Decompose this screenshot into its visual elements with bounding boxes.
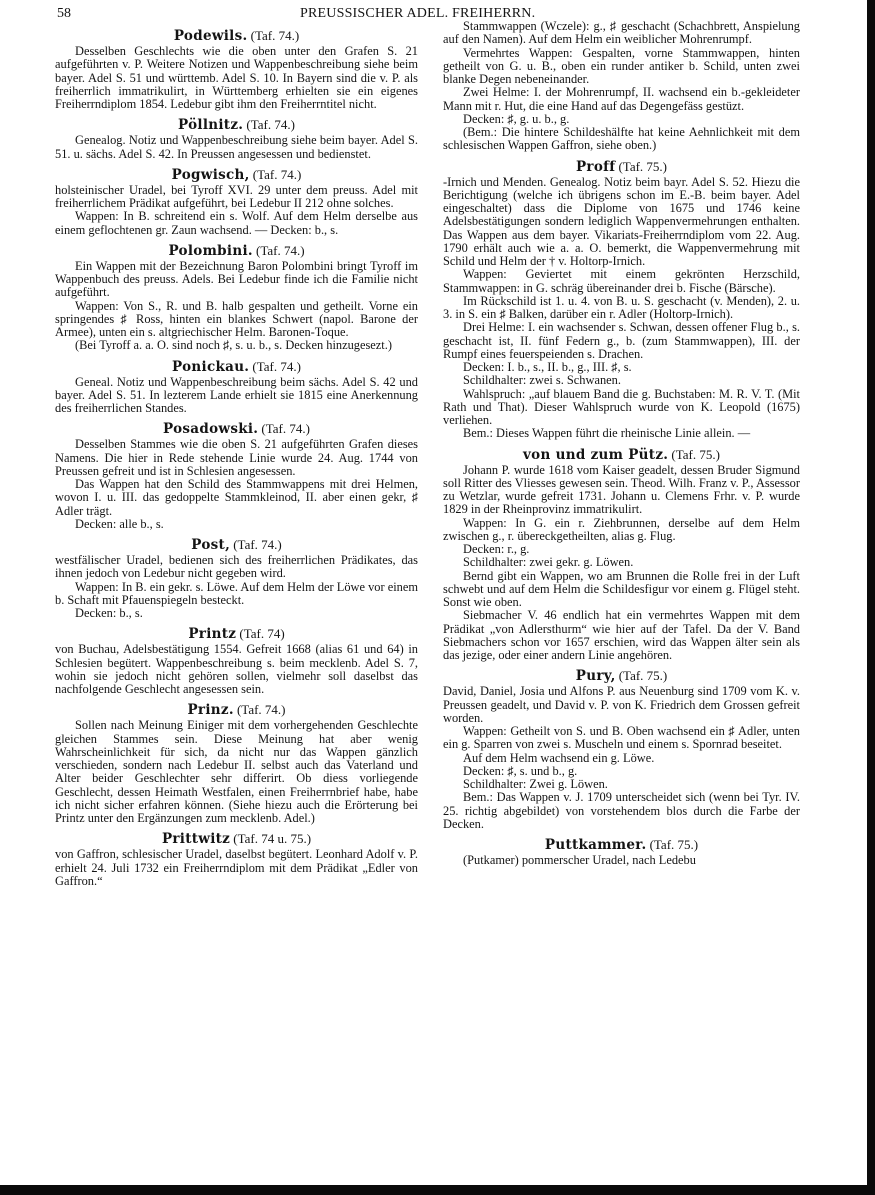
- entry-heading: [55, 28, 418, 44]
- entry-paragraph: David, Daniel, Josia und Alfons P. aus Neuenburg sind 1709 vom K. v. Preussen geadelt, und David v. P. von K. Friedrich dem Grossen gefreit worden.: [443, 684, 800, 725]
- plate-reference: (Taf. 74.): [252, 166, 302, 182]
- entry-paragraph: westfälischer Uradel, bedienen sich des freiherrlichen Prädikates, das ihnen jedoch von Ledebur nicht gegeben wird.: [55, 553, 418, 581]
- entry-paragraph: Wappen: Getheilt von S. und B. Oben wachsend ein ♯ Adler, unten ein g. Sparren von zwei s. Muscheln und einem s. Spornrad beseitet.: [443, 724, 800, 752]
- entry-heading: [55, 831, 418, 847]
- entry: [443, 668, 800, 831]
- scan-edge-right: [867, 0, 875, 1195]
- entry-paragraph: Zwei Helme: I. der Mohrenrumpf, II. wachsend ein b.-gekleideter Mann mit r. Hut, die eine Hand auf das Degengefäss gestüzt.: [443, 85, 800, 113]
- entry: [443, 159, 800, 441]
- plate-reference: (Taf. 74): [239, 626, 285, 642]
- entry-paragraph: Im Rückschild ist 1. u. 4. von B. u. S. geschacht (v. Menden), 2. u. 3. in S. ein ♯ Balken, darüber ein r. Adler (Holtorp-Irnich).: [443, 293, 800, 321]
- scan-edge-bottom: [0, 1185, 875, 1195]
- plate-reference: (Taf. 75.): [618, 158, 668, 174]
- family-name: Pury,: [575, 668, 616, 685]
- entry-paragraph: Geneal. Notiz und Wappenbeschreibung beim sächs. Adel S. 42 und bayer. Adel S. 51. In lezterem Lande erhielt sie 1815 eine Anerkennung des freiherrlichen Standes.: [55, 374, 418, 415]
- running-title: PREUSSISCHER ADEL. FREIHERRN.: [300, 6, 536, 21]
- family-name: Prittwitz: [161, 831, 231, 848]
- entry-heading: [443, 837, 800, 853]
- plate-reference: (Taf. 74.): [261, 421, 310, 437]
- entry-paragraph: Decken: ♯, g. u. b., g.: [463, 111, 570, 126]
- entry-paragraph: Desselben Geschlechts wie die oben unter den Grafen S. 21 aufgeführten v. P. Weitere Notizen und Wappenbeschreibung siehe beim bayer. Adel S. 51 und württemb. Adel S. 10. In Bayern sind die v. P. als freiherrlich immatrikulirt, in Württemberg erhielten sie ein eigenes Freiherrndiplom 1854. Ledebur gibt ihm den Freiherrntitel nicht.: [55, 44, 418, 111]
- family-name: Prinz.: [187, 702, 234, 719]
- entry-paragraph: Ein Wappen mit der Bezeichnung Baron Polombini bringt Tyroff im Wappenbuch des preuss. Adels. Bei Ledebur finde ich die Familie nicht aufgeführt.: [55, 258, 418, 300]
- entry-paragraph: holsteinischer Uradel, bei Tyroff XVI. 29 unter dem preuss. Adel mit freiherrlichem Prädikat aufgeführt, bei Ledebur II 212 ohne solches.: [55, 182, 418, 210]
- entry-heading: [55, 167, 418, 183]
- plate-reference: (Taf. 74.): [255, 242, 305, 258]
- plate-reference: (Taf. 75.): [649, 837, 699, 852]
- family-name: Pöllnitz.: [178, 117, 244, 134]
- entry-paragraph: -Irnich und Menden. Genealog. Notiz beim bayr. Adel S. 52. Hiezu die Berichtigung (welche ich übrigens schon im E.-B. beim bayer. Adel eingeschaltet) dass die Diplome von 1675 und 1746 keine Adelsbestätigungen sondern lediglich Wappenvermehrungen enthalten. Das Wappen aus dem bayer. Vikariats-Freiherrndiplom vom 22. Aug. 1790 erhält auch wie a. a. O. bemerkt, die Wappenvermehrung mit Schild und Helm der † v. Holtorp-Irnich.: [443, 174, 800, 268]
- entry: [55, 537, 418, 620]
- entry-heading: [443, 668, 800, 684]
- page-number: 58: [57, 6, 71, 21]
- entry-paragraph: Schildhalter: zwei s. Schwanen.: [463, 373, 621, 388]
- entry-heading: [55, 117, 418, 133]
- entry-paragraph: Johann P. wurde 1618 vom Kaiser geadelt, dessen Bruder Sigmund soll Ritter des Vliesses gewesen sein. Theod. Wilh. Franz v. P., Assessor zu Wetzlar, wurde gefreit 1731. Johann u. Clemens Frhr. v. P. wurde 1829 in der Rheinprovinz immatrikulirt.: [443, 462, 800, 517]
- entry-heading: [55, 421, 418, 437]
- entry: [55, 167, 418, 237]
- family-name: Posadowski.: [163, 421, 259, 438]
- entry: [55, 421, 418, 531]
- entry-paragraph: Schildhalter: zwei gekr. g. Löwen.: [463, 555, 634, 570]
- family-name: Podewils.: [173, 28, 248, 44]
- entry-paragraph: Decken: alle b., s.: [75, 516, 164, 531]
- entry-paragraph: Wappen: In B. ein gekr. s. Löwe. Auf dem Helm der Löwe vor einem b. Schaft mit Pfauenspiegeln besteckt.: [55, 579, 418, 607]
- plate-reference: (Taf. 75.): [618, 668, 668, 684]
- plate-reference: (Taf. 75.): [671, 446, 720, 462]
- plate-reference: (Taf. 74.): [246, 117, 295, 133]
- plate-reference: (Taf. 74.): [250, 28, 300, 43]
- entry-paragraph: Das Wappen hat den Schild des Stammwappens mit drei Helmen, wovon I. u. III. das gedoppelte Stammkleinod, II. aber einen gekr, ♯ Adler trägt.: [55, 477, 418, 518]
- entry-paragraph: Vermehrtes Wappen: Gespalten, vorne Stammwappen, hinten getheilt von G. u. B., oben ein runder antiker b. Schild, unten zwei blanke Degen nebeneinander.: [443, 45, 800, 86]
- entry-paragraph: Decken: r., g.: [463, 542, 530, 556]
- entry: [443, 20, 800, 153]
- entry-paragraph: Sollen nach Meinung Einiger mit dem vorhergehenden Geschlechte gleichen Stammes sein. Diese Meinung hat aber wenig Wahrscheinlichkeit für sich, da nicht nur das Wappen gänzlich verschieden, sondern nach Ledebur II. selbst auch das Vaterland und Alter beider Geschlechter sehr differirt. Ob diess vorliegende Geschlecht, dessen Heimath Westfalen, einen Freiherrnbrief habe, habe ich nicht sicher erfahren können. (Siehe hiezu auch die Erörterung bei Printz unter den Ergänzungen zum mecklenb. Adel.): [55, 718, 418, 825]
- entry-paragraph: Schildhalter: Zwei g. Löwen.: [463, 777, 608, 791]
- entry: [55, 243, 418, 353]
- entry-paragraph: Desselben Stammes wie die oben S. 21 aufgeführten Grafen dieses Namens. Die hier in Rede stehende Linie wurde 24. Aug. 1744 von Preussen gefreit und ist in Schlesien angesessen.: [55, 437, 418, 478]
- entry: [55, 117, 418, 161]
- entry-heading: [443, 159, 800, 175]
- family-name: Post,: [191, 537, 231, 553]
- entry-paragraph: Wappen: In G. ein r. Ziehbrunnen, derselbe auf dem Helm zwischen g., r. übereckgetheilten, alias g. Flug.: [443, 515, 800, 543]
- entry-paragraph: Stammwappen (Wczele): g., ♯ geschacht (Schachbrett, Anspielung auf den Namen). Auf dem Helm ein weiblicher Mohrenrumpf.: [443, 19, 800, 47]
- left-column: [55, 28, 418, 894]
- entry-paragraph: Siebmacher V. 46 endlich hat ein vermehrtes Wappen mit dem Prädikat „von Adlersthurm“ wie hier auf der Tafel. Da der V. Band Siebmachers schon vor 1657 erschien, wird das Wappen älter sein als das jezige, oder einer andern Linie angehören.: [443, 608, 800, 662]
- entry: [443, 447, 800, 663]
- entry-paragraph: Bernd gibt ein Wappen, wo am Brunnen die Rolle frei in der Luft schwebt und auf dem Helm die Schildesfigur vor einem g. Flügel steht. Sonst wie oben.: [443, 568, 800, 609]
- entry-heading: [55, 702, 418, 718]
- entry-heading: [55, 537, 418, 553]
- entry-paragraph: Auf dem Helm wachsend ein g. Löwe.: [463, 750, 655, 765]
- entry-paragraph: (Bem.: Die hintere Schildeshälfte hat keine Aehnlichkeit mit dem schlesischen Wappen Gaffron, siehe oben.): [443, 125, 800, 153]
- entry: [55, 28, 418, 111]
- entry-paragraph: Drei Helme: I. ein wachsender s. Schwan, dessen offener Flug b., s. geschacht ist, II. fünf Federn g., b. (zum Stammwappen), III. der Rumpf eines feuerspeienden s. Drachen.: [443, 320, 800, 361]
- family-name: Proff: [575, 158, 616, 175]
- entry: [55, 702, 418, 825]
- entry-heading: [55, 359, 418, 375]
- family-name: Polombini.: [168, 242, 253, 259]
- family-name: Pogwisch,: [171, 166, 250, 183]
- plate-reference: (Taf. 74.): [236, 702, 286, 718]
- plate-reference: (Taf. 74.): [252, 358, 301, 374]
- plate-reference: (Taf. 74.): [233, 537, 282, 552]
- entry-paragraph: Wappen: Von S., R. und B. halb gespalten und getheilt. Vorne ein springendes ♯ Ross, hinten ein blankes Schwert (napol. Barone der Armee), unten ein s. altgriechischer Helm. Baronen-Toque.: [55, 298, 418, 339]
- entry-paragraph: von Buchau, Adelsbestätigung 1554. Gefreit 1668 (alias 61 und 64) in Schlesien begütert. Wappenbeschreibung s. beim mecklenb. Adel S. 7, wohin sie jedoch nicht gehören sollen, vielmehr soll daselbst das nachfolgende Geschlecht angesessen sein.: [55, 642, 418, 696]
- entry-paragraph: Genealog. Notiz und Wappenbeschreibung siehe beim bayer. Adel S. 51. u. sächs. Adel S. 42. In Preussen angesessen und bedienstet.: [55, 133, 418, 161]
- entry-heading: [443, 447, 800, 463]
- entry-paragraph: Decken: b., s.: [75, 606, 143, 620]
- plate-reference: (Taf. 74 u. 75.): [233, 831, 312, 847]
- entry-heading: [55, 626, 418, 642]
- entry: [55, 831, 418, 888]
- entry-paragraph: Decken: ♯, s. und b., g.: [463, 763, 578, 778]
- entry-paragraph: Wahlspruch: „auf blauem Band die g. Buchstaben: M. R. V. T. (Mit Rath und That). Dieser Wahlspruch wurde von K. Leopold (1675) verliehen.: [443, 386, 800, 427]
- entry-paragraph: Wappen: Geviertet mit einem gekrönten Herzschild, Stammwappen: in G. schräg übereinander drei b. Fische (Bärsche).: [443, 267, 800, 295]
- family-name: Printz: [188, 626, 237, 643]
- entry-paragraph: Wappen: In B. schreitend ein s. Wolf. Auf dem Helm derselbe aus einem geflochtenen gr. Zaun wachsend. — Decken: b., s.: [55, 209, 418, 237]
- right-column: [443, 20, 800, 873]
- entry-paragraph: (Bei Tyroff a. a. O. sind noch ♯, s. u. b., s. Decken hinzugesezt.): [75, 338, 392, 353]
- entry: [443, 837, 800, 867]
- family-name: Puttkammer.: [544, 837, 647, 853]
- entry-paragraph: (Putkamer) pommerscher Uradel, nach Ledebu: [463, 853, 696, 867]
- family-name: von und zum Pütz.: [523, 446, 669, 463]
- entry-paragraph: von Gaffron, schlesischer Uradel, daselbst begütert. Leonhard Adolf v. P. erhielt 24. Juli 1732 ein Freiherrndiplom mit dem Prädikat „Edler von Gaffron.“: [55, 847, 418, 888]
- entry: [55, 626, 418, 696]
- entry-paragraph: Decken: I. b., s., II. b., g., III. ♯, s.: [463, 360, 632, 374]
- entry-paragraph: Bem.: Dieses Wappen führt die rheinische Linie allein. —: [463, 426, 751, 441]
- entry-paragraph: Bem.: Das Wappen v. J. 1709 unterscheidet sich (wenn bei Tyr. IV. 25. richtig abgebildet) von vorstehendem blos durch die Farbe der Decken.: [443, 790, 800, 831]
- family-name: Ponickau.: [172, 358, 250, 375]
- entry: [55, 359, 418, 416]
- entry-heading: [55, 243, 418, 259]
